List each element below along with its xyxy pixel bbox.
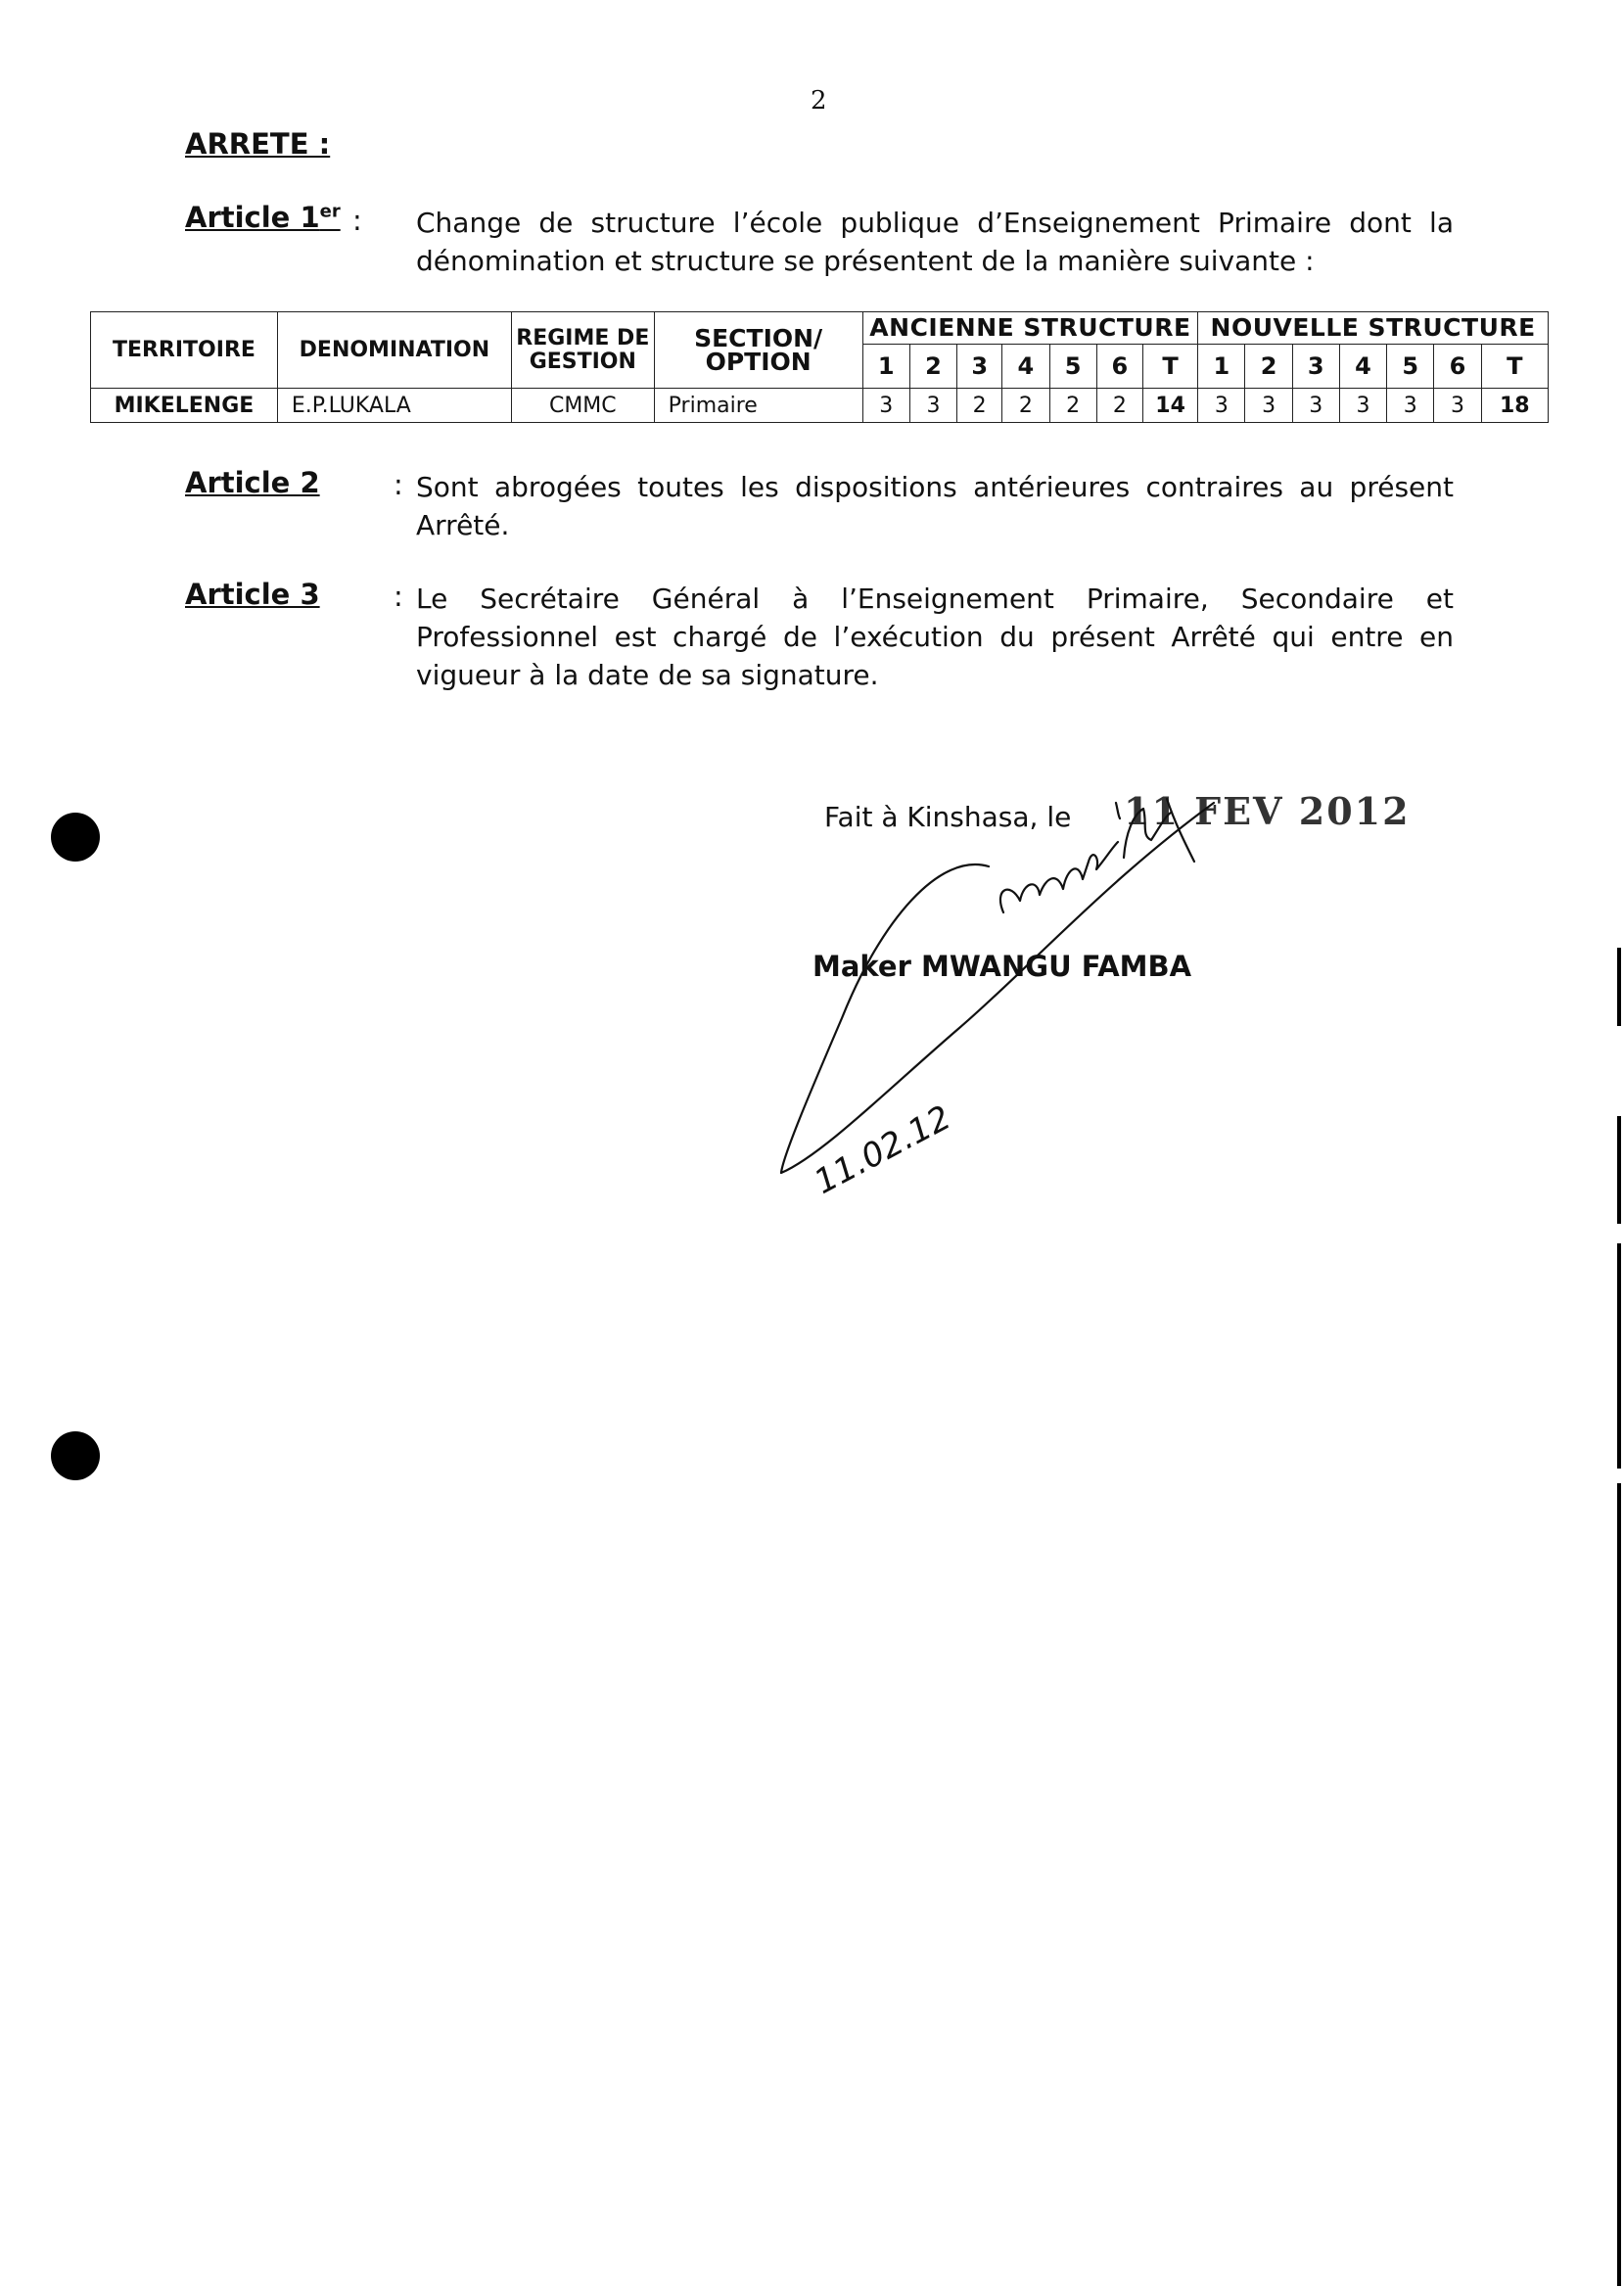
header-nouvelle-level: 2 <box>1245 345 1292 389</box>
header-nouvelle-level: 6 <box>1434 345 1481 389</box>
header-ancienne-structure: ANCIENNE STRUCTURE <box>862 312 1198 345</box>
header-ancienne-level: 5 <box>1049 345 1096 389</box>
header-ancienne-level: 6 <box>1096 345 1142 389</box>
date-stamp: 11 FEV 2012 <box>1124 789 1411 833</box>
header-ancienne-total: T <box>1142 345 1197 389</box>
article-1-label: Article 1er <box>185 201 341 234</box>
header-nouvelle-level: 5 <box>1387 345 1434 389</box>
scan-edge-mark <box>1617 1243 1621 1469</box>
header-ancienne-level: 2 <box>909 345 956 389</box>
cell-ancienne: 3 <box>909 389 956 423</box>
article-2-label: Article 2 <box>185 466 320 499</box>
cell-ancienne: 2 <box>957 389 1002 423</box>
header-nouvelle-total: T <box>1481 345 1548 389</box>
scan-edge-mark <box>1617 1116 1621 1224</box>
header-nouvelle-structure: NOUVELLE STRUCTURE <box>1198 312 1549 345</box>
scan-edge-mark <box>1617 1483 1621 2286</box>
header-regime: REGIME DE GESTION <box>511 312 654 389</box>
cell-ancienne: 2 <box>1002 389 1049 423</box>
cell-ancienne: 2 <box>1049 389 1096 423</box>
binder-hole <box>51 1431 100 1480</box>
article-1-separator: : <box>352 204 362 237</box>
cell-nouvelle: 3 <box>1387 389 1434 423</box>
cell-section: Primaire <box>654 389 862 423</box>
header-denomination: DENOMINATION <box>277 312 511 389</box>
header-nouvelle-level: 1 <box>1198 345 1245 389</box>
arrete-heading: ARRETE : <box>185 127 331 161</box>
cell-nouvelle: 3 <box>1198 389 1245 423</box>
cell-ancienne-total: 14 <box>1142 389 1197 423</box>
cell-nouvelle: 3 <box>1245 389 1292 423</box>
header-section: SECTION/ OPTION <box>654 312 862 389</box>
scan-edge-mark <box>1617 948 1621 1026</box>
cell-territoire: MIKELENGE <box>91 389 278 423</box>
article-3-label: Article 3 <box>185 578 320 611</box>
article-2-text: Sont abrogées toutes les dispositions antérieures contraires au présent Arrêté. <box>416 471 1454 541</box>
table-row <box>91 389 1549 423</box>
binder-hole <box>51 813 100 862</box>
handwritten-date: 11.02.12 <box>808 1097 957 1202</box>
cell-denomination: E.P.LUKALA <box>277 389 511 423</box>
header-nouvelle-level: 4 <box>1339 345 1386 389</box>
cell-nouvelle-total: 18 <box>1481 389 1548 423</box>
cell-ancienne: 3 <box>862 389 909 423</box>
article-3-text: Le Secrétaire Général à l’Enseignement Primaire, Secondaire et Professionnel est chargé de l’exécution du présent Arrêté qui entre en vigueur à la date de sa signature. <box>416 583 1454 691</box>
page-number: 2 <box>811 86 827 116</box>
header-ancienne-level: 4 <box>1002 345 1049 389</box>
header-territoire: TERRITOIRE <box>91 312 278 389</box>
signatory-name: Maker MWANGU FAMBA <box>812 950 1192 983</box>
header-ancienne-level: 1 <box>862 345 909 389</box>
cell-regime: CMMC <box>511 389 654 423</box>
header-nouvelle-level: 3 <box>1292 345 1339 389</box>
article-2-separator: : <box>394 468 403 501</box>
cell-nouvelle: 3 <box>1292 389 1339 423</box>
cell-nouvelle: 3 <box>1339 389 1386 423</box>
structure-table <box>90 311 1549 423</box>
handwritten-signature <box>764 764 1233 1204</box>
header-ancienne-level: 3 <box>957 345 1002 389</box>
cell-ancienne: 2 <box>1096 389 1142 423</box>
cell-nouvelle: 3 <box>1434 389 1481 423</box>
article-1-text: Change de structure l’école publique d’Enseignement Primaire dont la dénomination et structure se présentent de la manière suivante : <box>416 207 1454 277</box>
article-3-separator: : <box>394 580 403 613</box>
signature-place: Fait à Kinshasa, le <box>824 801 1072 833</box>
